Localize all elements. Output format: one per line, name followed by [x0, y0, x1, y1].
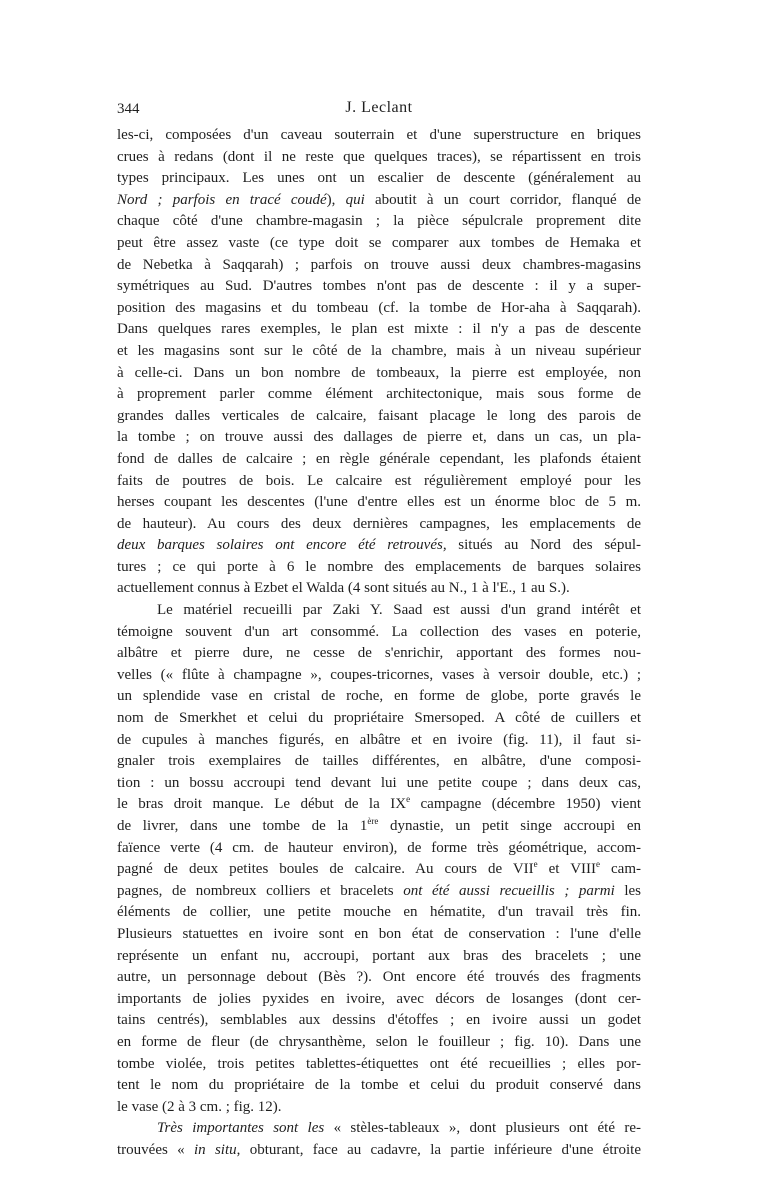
text-line	[117, 643, 641, 665]
text-run: en forme de fleur (de chrysanthème, selon le fouilleur ; fig. 10). Dans une	[117, 1033, 641, 1050]
text-line	[117, 233, 641, 255]
superscript: e	[406, 794, 411, 805]
text-run: herses coupant les descentes (l'une d'entre elles est un énorme bloc de 5 m.	[117, 494, 641, 511]
text-run: , obturant, face au cadavre, la partie inférieure d'une étroite	[236, 1141, 641, 1158]
text-run: pagnes, de nombreux colliers et bracelets	[117, 882, 404, 899]
text-run: tent le nom du propriétaire de la tombe et celui du produit conservé dans	[117, 1077, 641, 1094]
text-run: le vase (2 à 3 cm. ; fig. 12).	[117, 1098, 282, 1115]
text-run: in situ	[193, 1141, 237, 1158]
text-line	[117, 794, 641, 816]
text-run: pagné de deux petites boules de calcaire. Au cours de VII	[117, 861, 534, 878]
text-line	[117, 622, 641, 644]
text-run: de hauteur). Au cours des deux dernières campagnes, les emplacements de	[117, 515, 641, 532]
text-line	[117, 1054, 641, 1076]
text-line	[117, 1140, 641, 1162]
text-run: les	[614, 882, 642, 899]
text-run: position des magasins et du tombeau (cf. la tombe de Hor-aha à Saqqarah).	[117, 299, 641, 316]
text-run: tion : un bossu accroupi tend devant lui une petite coupe ; dans deux cas,	[117, 774, 641, 791]
text-line	[117, 686, 641, 708]
text-line	[117, 859, 641, 881]
text-run: Très importantes sont les	[157, 1120, 334, 1137]
text-run: de livrer, dans une tombe de la 1	[117, 818, 368, 834]
text-line	[117, 708, 641, 730]
text-line	[117, 665, 641, 687]
text-run: et les magasins sont sur le côté de la chambre, mais à un niveau supérieur	[117, 342, 641, 359]
text-line	[117, 924, 641, 946]
text-run: velles (« flûte à champagne », coupes-tricornes, vases à versoir double, etc.) ;	[117, 666, 641, 683]
text-line	[117, 147, 641, 169]
text-run: « stèles-tableaux », dont plusieurs ont été re-	[333, 1120, 642, 1137]
text-run: Dans quelques rares exemples, le plan est mixte : il n'y a pas de descente	[117, 321, 641, 338]
text-line	[117, 989, 641, 1011]
text-run: faïence verte (4 cm. de hauteur environ), de forme très géométrique, accom-	[117, 839, 641, 856]
text-run: trouvées «	[117, 1141, 194, 1158]
text-line	[117, 363, 641, 385]
text-run: un splendide vase en cristal de roche, en forme de globe, porte gravés le	[117, 688, 641, 705]
superscript: e	[596, 859, 601, 870]
text-line	[117, 427, 641, 449]
text-line	[117, 1118, 641, 1140]
text-run: importants de jolies pyxides en ivoire, avec décors de losanges (dont cer-	[117, 990, 641, 1007]
text-line	[117, 319, 641, 341]
text-run: campagne (décembre 1950) vient	[410, 796, 641, 813]
text-run: de cupules à manches figurés, en albâtre et en ivoire (fig. 11), il faut si-	[117, 731, 641, 748]
text-line	[117, 190, 641, 212]
text-line	[117, 341, 641, 363]
text-run: crues à redans (dont il ne reste que quelques traces), se répartissent en trois	[117, 148, 641, 165]
text-run: fond de dalles de calcaire ; en règle générale cependant, les plafonds étaient	[117, 450, 641, 467]
text-run: à proprement parler comme élément architectonique, mais sous forme de	[117, 386, 641, 403]
text-line	[117, 1032, 641, 1054]
superscript: e	[533, 859, 538, 870]
text-run: tombe violée, trois petites tablettes-étiquettes ont été recueillies ; elles por-	[117, 1055, 641, 1072]
text-line	[117, 211, 641, 233]
text-line	[117, 406, 641, 428]
text-line	[117, 125, 641, 147]
text-run: Plusieurs statuettes en ivoire sont en bon état de conservation : l'une d'elle	[117, 925, 641, 942]
text-line	[117, 578, 641, 600]
text-line	[117, 276, 641, 298]
text-run: ont été aussi recueillis ; parmi	[403, 882, 615, 899]
text-line	[117, 751, 641, 773]
text-run: ),	[326, 191, 346, 208]
superscript: ère	[367, 816, 379, 826]
text-line	[117, 600, 641, 622]
text-run: autre, un personnage debout (Bès ?). Ont encore été trouvés des fragments	[117, 969, 641, 986]
text-line	[117, 449, 641, 471]
text-line	[117, 946, 641, 968]
text-line	[117, 384, 641, 406]
text-run: grandes dalles verticales de calcaire, faisant placage le long des parois de	[117, 407, 641, 424]
text-line	[117, 902, 641, 924]
text-run: situés au Nord des sépul-	[446, 537, 641, 554]
text-line	[117, 492, 641, 514]
text-run: dynastie, un petit singe accroupi en	[378, 818, 642, 834]
text-run: deux barques solaires ont encore été retrouvés,	[117, 537, 447, 554]
text-run: cam-	[600, 861, 642, 878]
text-run: et VIII	[537, 861, 597, 878]
text-line	[117, 168, 641, 190]
text-line	[117, 471, 641, 493]
text-run: nom de Smerkhet et celui du propriétaire Smersoped. A côté de cuillers et	[117, 710, 641, 727]
text-line	[117, 967, 641, 989]
text-run: chaque côté d'une chambre-magasin ; la pièce sépulcrale proprement dite	[117, 213, 641, 230]
text-run: tures ; ce qui porte à 6 le nombre des emplacements de barques solaires	[117, 558, 641, 575]
page-header	[117, 97, 641, 123]
text-run: tains centrés), semblables aux dessins d'étoffes ; en ivoire aussi un godet	[117, 1012, 641, 1029]
text-run: albâtre et pierre dure, ne cesse de s'enrichir, apportant des formes nou-	[117, 645, 641, 662]
text-line	[117, 730, 641, 752]
text-run: témoigne souvent d'un art consommé. La collection des vases en poterie,	[117, 623, 641, 640]
text-line	[117, 255, 641, 277]
text-run: actuellement connus à Ezbet el Walda (4 sont situés au N., 1 à l'E., 1 au S.).	[117, 580, 570, 597]
text-run: Nord ;	[117, 191, 173, 208]
text-run: faits de poutres de bois. Le calcaire est régulièrement employé pour les	[117, 472, 641, 489]
text-run: qui	[345, 191, 365, 208]
text-run: parfois en tracé coudé	[172, 191, 327, 208]
text-run: le bras droit manque. Le début de la IX	[117, 796, 407, 813]
text-line	[117, 1075, 641, 1097]
text-line	[117, 881, 641, 903]
text-line	[117, 535, 641, 557]
text-run: représente un enfant nu, accroupi, portant aux bras des bracelets ; une	[117, 947, 641, 964]
text-line	[117, 514, 641, 536]
text-run: peut être assez vaste (ce type doit se comparer aux tombes de Hemaka et	[117, 234, 641, 251]
page-number: 344	[117, 101, 140, 117]
text-run: types principaux. Les unes ont un escalier de descente (généralement au	[117, 170, 641, 187]
text-line	[117, 298, 641, 320]
text-run: aboutit à un court corridor, flanqué de	[364, 191, 642, 208]
text-line	[117, 557, 641, 579]
text-run: éléments de collier, une petite mouche en hématite, d'un travail très fin.	[117, 904, 641, 921]
text-run: de Nebetka à Saqqarah) ; parfois on trouve aussi deux chambres-magasins	[117, 256, 641, 273]
text-line	[117, 1097, 641, 1119]
text-run: la tombe ; on trouve aussi des dallages de pierre et, dans un cas, un pla-	[117, 429, 641, 446]
text-run: à celle-ci. Dans un bon nombre de tombeaux, la pierre est employée, non	[117, 364, 641, 381]
article-body	[117, 125, 641, 1162]
text-run: Le matériel recueilli par Zaki Y. Saad est aussi d'un grand intérêt et	[157, 602, 641, 619]
text-line	[117, 838, 641, 860]
text-run: symétriques au Sud. D'autres tombes n'ont pas de descente : il y a super-	[117, 278, 641, 295]
text-line	[117, 773, 641, 795]
running-head: J. Leclant	[345, 99, 413, 116]
text-run: les-ci, composées d'un caveau souterrain et d'une superstructure en briques	[117, 127, 641, 143]
text-line	[117, 816, 641, 838]
text-line	[117, 1010, 641, 1032]
text-run: gnaler trois exemplaires de tailles différentes, en albâtre, d'une composi-	[117, 753, 641, 770]
